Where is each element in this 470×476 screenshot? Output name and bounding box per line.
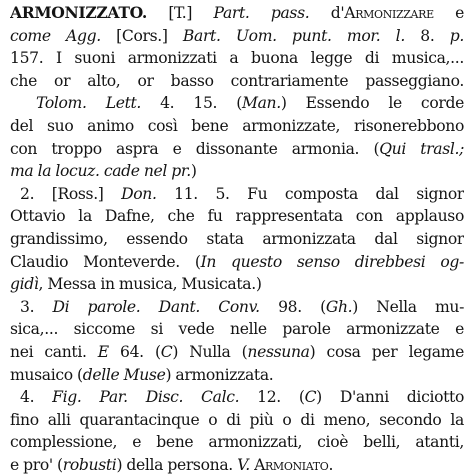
entry-line (10, 431, 464, 454)
text-run: musaico ( (10, 365, 83, 384)
text-run: Di parole. Dant. Conv. (52, 297, 260, 316)
text-run: 8. (404, 26, 450, 45)
text-run: ) armonizzata. (165, 365, 274, 384)
text-run: 157. I suoni armonizzati a buona legge di musica,... (10, 49, 464, 68)
text-run: sica,... siccome si vede nelle parole armonizzate e (10, 320, 464, 339)
line-content (20, 185, 464, 203)
text-run: Ottavio la Dafne, che fu rappresentata con applauso (10, 207, 464, 226)
text-run: 4. 15. ( (141, 94, 242, 113)
entry-line (10, 183, 464, 206)
text-run: e pro' ( (10, 455, 63, 474)
line-content (10, 72, 464, 90)
text-run: In questo senso direbbesi og- (200, 252, 464, 271)
text-run: p. (449, 26, 464, 45)
entry-line (10, 205, 464, 228)
text-run: C (304, 388, 317, 407)
line-content (10, 411, 464, 429)
line-content (10, 207, 464, 225)
text-run: del suo animo così bene armonizzate, risonerebbono (10, 116, 464, 135)
text-run: Armonizzare (344, 4, 434, 22)
text-run: Tolom. Lett. (36, 94, 142, 113)
text-run: , Messa in musica, Musicata.) (38, 275, 262, 294)
entry-line (10, 386, 464, 409)
line-content (10, 117, 464, 135)
line-content (10, 456, 333, 474)
text-run: [T.] (168, 4, 214, 22)
line-content (10, 162, 197, 180)
entry-line (10, 92, 464, 115)
text-run: Bart. Uom. punt. mor. l. (182, 26, 405, 45)
line-content (10, 366, 273, 384)
text-run: [Cors.] (100, 26, 183, 45)
text-run: Gh. (325, 297, 353, 316)
line-content (20, 388, 464, 406)
text-run: ) (190, 162, 197, 181)
text-run: gidì (10, 275, 39, 294)
line-content (10, 320, 464, 338)
entry-line (10, 454, 464, 476)
text-run: nessuna (247, 342, 310, 361)
text-run: Qui trasl.; (379, 139, 464, 158)
text-run: delle Muse (82, 365, 166, 384)
headword: ARMONIZZATO. (10, 3, 147, 22)
entry-line (10, 25, 464, 48)
entry-line (10, 273, 464, 296)
text-run: complessione, e bene armonizzati, cioè belli, atanti, (10, 433, 464, 452)
entry-line (10, 409, 464, 432)
entry-line (10, 2, 464, 25)
text-run: d' (309, 4, 345, 22)
entry-line (10, 364, 464, 387)
entry-line (10, 296, 464, 319)
entry-line (10, 47, 464, 70)
entry-line (10, 341, 464, 364)
line-content (36, 94, 464, 112)
line-content (10, 275, 262, 293)
text-run: 98. ( (259, 297, 326, 316)
entry-line (10, 70, 464, 93)
line-content (10, 253, 464, 271)
entry-line (10, 318, 464, 341)
line-content (10, 343, 464, 361)
text-run: Claudio Monteverde. ( (10, 252, 201, 271)
text-run: Armoniato (254, 455, 329, 474)
text-run: grandissimo, essendo stata armonizzata dal signor (10, 229, 464, 248)
entry-line (10, 115, 464, 138)
text-run: ma la locuz. cade nel pr. (10, 162, 191, 181)
line-content (168, 4, 464, 22)
text-run: ) D'anni diciotto (316, 388, 464, 407)
line-content (10, 140, 464, 158)
text-run: 2. [Ross.] (20, 184, 122, 203)
text-run: come Agg. (10, 26, 101, 45)
text-run: Fig. Par. Disc. Calc. (52, 388, 240, 407)
text-run: ) Essendo le corde (280, 94, 464, 113)
entry-line (10, 138, 464, 161)
text-run: Part. pass. (213, 4, 310, 22)
text-run: . (328, 455, 334, 474)
text-run: E (97, 342, 109, 361)
text-run: 64. ( (108, 342, 161, 361)
text-run: V. (237, 455, 250, 474)
text-run: ) della persona. (116, 455, 238, 474)
text-run: C (160, 342, 173, 361)
line-content (10, 49, 464, 67)
text-run: nei canti. (10, 342, 98, 361)
text-run: 11. 5. Fu composta dal signor (156, 184, 464, 203)
text-run: Man. (241, 94, 281, 113)
entry-line (10, 160, 464, 183)
text-run: 12. ( (239, 388, 305, 407)
text-run: ) Nella mu- (352, 297, 464, 316)
text-run: che or alto, or basso contrariamente passeggiano. (10, 71, 464, 90)
text-run: robusti (62, 455, 117, 474)
text-run: 3. (20, 297, 53, 316)
text-run: e (433, 4, 464, 22)
line-content (10, 27, 464, 45)
text-run: fino alli quarantacinque o di più o di meno, secondo la (10, 410, 464, 429)
text-run: Don. (121, 184, 157, 203)
entry-line (10, 228, 464, 251)
line-content (10, 230, 464, 248)
entry-line (10, 251, 464, 274)
text-run: con troppo aspra e dissonante armonia. ( (10, 139, 380, 158)
line-content (10, 433, 464, 451)
line-content (20, 298, 464, 316)
text-run: 4. (20, 388, 53, 407)
text-run: ) cosa per legame (309, 342, 464, 361)
text-run: ) Nulla ( (172, 342, 248, 361)
